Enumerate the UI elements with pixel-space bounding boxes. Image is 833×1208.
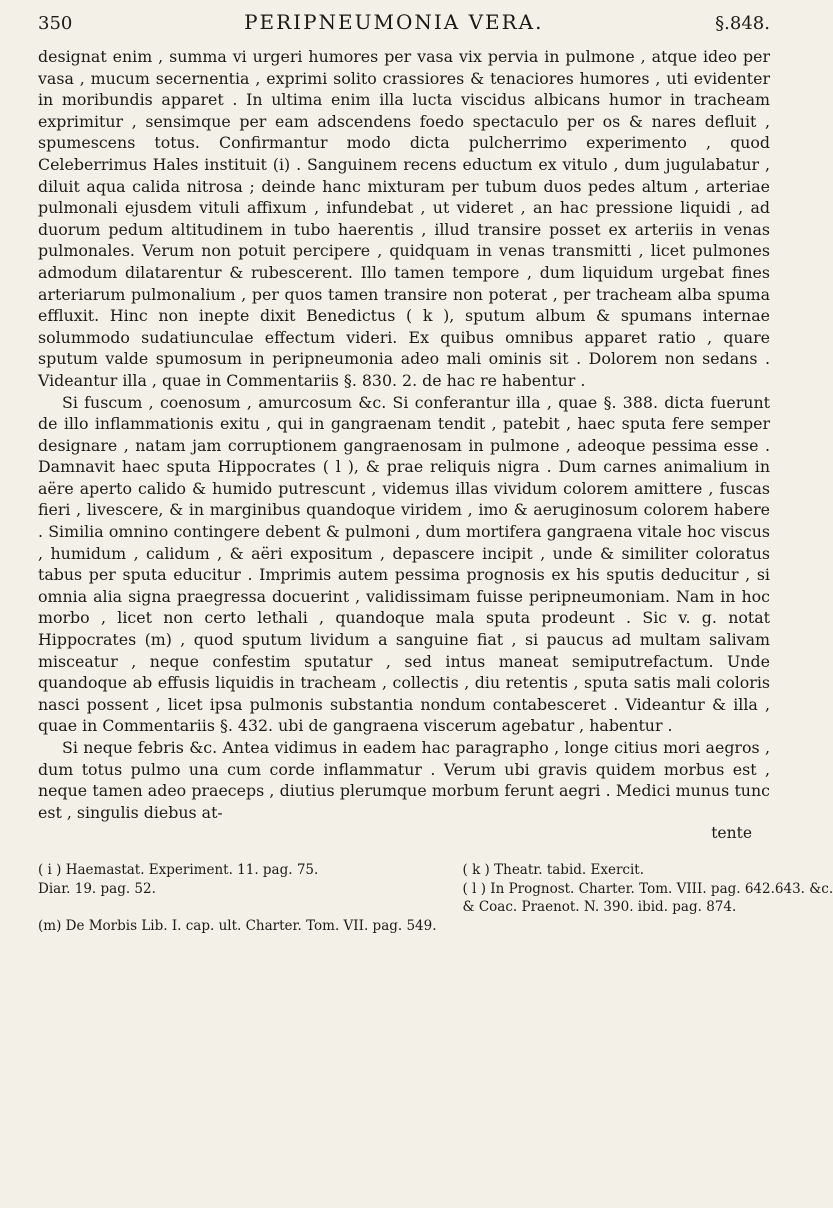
footnote-spacer-2 [463, 917, 833, 936]
footnote-spacer [38, 898, 437, 917]
paragraph-1: designat enim , summa vi urgeri humores per vasa vix pervia in pulmone , atque ideo per vasa , mucum secernentia , exprimi solito crassiores & tenaciores humores , uti evidenter in moribundis apparet . In ultima enim illa lucta viscidus albicans humor in tracheam exprimitur , sensimque per eam adscendens foedo spectaculo per os & nares defluit , spumescens totus. Confirmantur modo dicta pulcherrimo experimento , quod Celeberrimus Hales instituit (i) . Sanguinem recens eductum ex vitulo , dum jugulabatur , diluit aqua calida nitrosa ; deinde hanc mixturam per tubum duos pedes altum , arteriae pulmonali ejusdem vituli affixum , infundebat , ut videret , an hac pressione liquidi , ad duorum pedum altitudinem in tubo haerentis , illud transire posset ex arteriis in venas pulmonales. Verum non potuit percipere , quidquam in venas transmitti , licet pulmones admodum dilatarentur & rubescerent. Illo tamen tempore , dum liquidum urgebat fines arteriarum pulmonalium , per quos tamen transire non poterat , per tracheam alba spuma effluxit. Hinc non inepte dixit Benedictus ( k ), sputum album & spumans internae solummodo sudatiunculae effectum videri. Ex quibus omnibus apparet ratio , quare sputum valde spumosum in peripneumonia adeo mali ominis sit . Dolorem non sedans . Videantur illa , quae in Commentariis §. 830. 2. de hac re habentur . [38, 47, 770, 390]
page-number: 350 [38, 13, 73, 34]
catchword: tente [711, 824, 752, 843]
footnote-i-cont: Diar. 19. pag. 52. [38, 880, 156, 897]
running-header [38, 10, 770, 44]
footnote-k: ( k ) Theatr. tabid. Exercit. [462, 862, 644, 879]
footnote-m: (m) De Morbis Lib. I. cap. ult. Charter. Tom. VII. pag. 549. [38, 917, 437, 934]
running-title: PERIPNEUMONIA VERA. [244, 10, 544, 34]
footnote-l: ( l ) In Prognost. Charter. Tom. VIII. pag. 642.643. &c. [462, 880, 833, 897]
paragraph-3: Si neque febris &c. Antea vidimus in eadem hac paragrapho , longe citius mori aegros , dum totus pulmo una cum corde inflammatur . Verum ubi gravis quidem morbus est , neque tamen adeo praeceps , diutius plerumque morbum ferunt aegri . Medici munus tunc est , singulis diebus at- [38, 738, 770, 822]
footnotes [38, 861, 833, 935]
section-number: §.848. [715, 13, 770, 34]
footnote-gap [38, 843, 770, 861]
main-text [38, 46, 770, 823]
footnote-i: ( i ) Haemastat. Experiment. 11. pag. 75. [38, 862, 319, 879]
footnote-l-cont: & Coac. Praenot. N. 390. ibid. pag. 874. [462, 899, 737, 916]
paragraph-2: Si fuscum , coenosum , amurcosum &c. Si conferantur illa , quae §. 388. dicta fuerunt de illo inflammationis exitu , qui in gangraenam tendit , patebit , haec sputa fere semper designare , natam jam corruptionem gangraenosam in pulmone , adeoque pessima esse . Damnavit haec sputa Hippocrates ( l ), & prae reliquis nigra . Dum carnes animalium in aëre aperto calido & humido putrescunt , videmus illas vividum colorem amittere , fuscas fieri , livescere, & in marginibus quandoque viridem , imo & aeruginosum colorem habere . Similia omnino contingere debent & pulmoni , dum mortifera gangraena vitale hoc viscus , humidum , calidum , & aëri expositum , depascere incipit , unde & similiter coloratus tabus per sputa educitur . Imprimis autem pessima prognosis ex his sputis deducitur , si omnia alia signa praegressa docuerint , validissimam fuisse peripneumoniam. Nam in hoc morbo , licet non certo lethali , quandoque mala sputa prodeunt . Sic v. g. notat Hippocrates (m) , quod sputum lividum a sanguine fiat , si paucus ad multam salivam misceatur , neque confestim sputatur , sed intus maneat semiputrefactum. Unde quandoque ab effusis liquidis in tracheam , collectis , diu retentis , sputa satis mali coloris nasci possent , licet ipsa pulmonis substantia nondum contabesceret . Videantur & illa , quae in Commentariis §. 432. ubi de gangraena viscerum agebatur , habentur . [38, 392, 770, 736]
